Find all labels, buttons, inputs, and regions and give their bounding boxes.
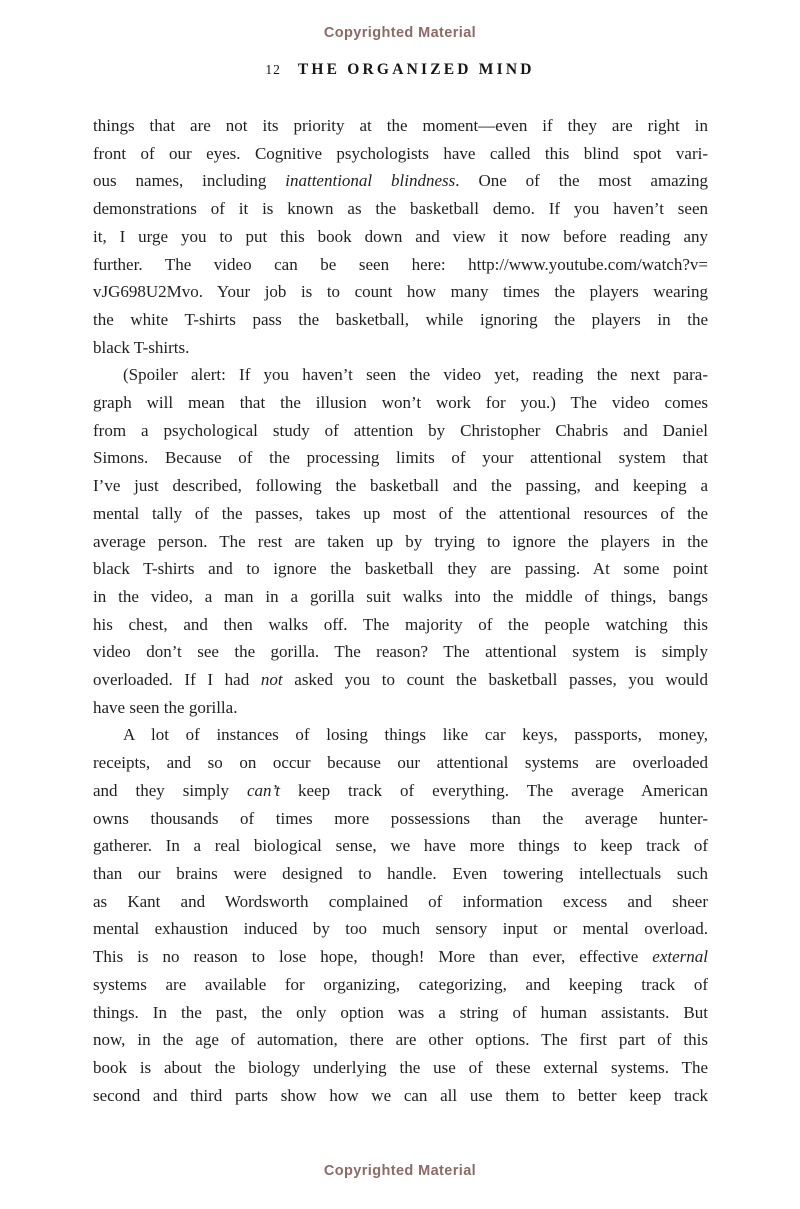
text-line: now, in the age of automation, there are other options. The first part of this [93,1030,708,1050]
text-line: receipts, and so on occur because our attentional systems are overloaded [93,753,708,773]
text-line: Simons. Because of the processing limits of your attentional system that [93,448,708,468]
text-line: further. The video can be seen here: http://www.youtube.com/watch?v= [93,254,708,274]
book-title: THE ORGANIZED MIND [297,61,535,78]
copyright-watermark-top: Copyrighted Material [323,25,477,41]
text-line: mental tally of the passes, takes up most of the attentional resources of the [93,503,708,523]
text-line: and they simply can’t keep track of everything. The average American [93,780,708,800]
text-line: mental exhaustion induced by too much sensory input or mental overload. [93,919,708,939]
text-line: vJG698U2Mvo. Your job is to count how many times the players wearing [93,282,708,302]
text-line: the white T-shirts pass the basketball, while ignoring the players in the [93,309,708,329]
text-line: book is about the biology underlying the use of these external systems. The [93,1057,708,1077]
text-line: things that are not its priority at the moment—even if they are right in [93,116,708,135]
text-line: gatherer. In a real biological sense, we have more things to keep track of [93,836,708,856]
text-line: things. In the past, the only option was a string of human assistants. But [93,1002,708,1022]
text-line: A lot of instances of losing things like car keys, passports, money, [123,725,708,745]
page-text [93,112,708,1109]
text-line: overloaded. If I had not asked you to count the basketball passes, you would [93,670,708,690]
text-line: from a psychological study of attention by Christopher Chabris and Daniel [93,420,708,440]
text-line: as Kant and Wordsworth complained of information excess and sheer [93,891,708,911]
text-line: I’ve just described, following the basketball and the passing, and keeping a [93,476,708,496]
text-line: owns thousands of times more possessions than the average hunter- [93,808,708,828]
text-line: front of our eyes. Cognitive psychologists have called this blind spot vari- [93,143,708,163]
text-line: black T-shirts. [93,337,190,357]
copyright-watermark-bottom: Copyrighted Material [323,1163,477,1179]
text-line: average person. The rest are taken up by trying to ignore the players in the [93,531,708,551]
text-line: (Spoiler alert: If you haven’t seen the video yet, reading the next para- [123,365,708,385]
text-line: in the video, a man in a gorilla suit walks into the middle of things, bangs [93,586,708,606]
text-line: have seen the gorilla. [93,697,238,717]
text-line: demonstrations of it is known as the basketball demo. If you haven’t seen [93,199,708,219]
text-line: it, I urge you to put this book down and view it now before reading any [93,226,708,246]
text-line: video don’t see the gorilla. The reason? The attentional system is simply [93,642,708,662]
text-line: second and third parts show how we can all use them to better keep track [93,1085,708,1105]
text-line: graph will mean that the illusion won’t work for you.) The video comes [93,393,708,413]
text-line: than our brains were designed to handle. Even towering intellectuals such [93,863,708,883]
text-line: This is no reason to lose hope, though! More than ever, effective external [93,947,708,967]
page-number: 12 [265,62,281,77]
text-line: his chest, and then walks off. The majority of the people watching this [93,614,708,634]
page-header [0,61,800,79]
text-line: systems are available for organizing, categorizing, and keeping track of [93,974,708,994]
text-line: ous names, including inattentional blindness. One of the most amazing [93,171,708,191]
text-line: black T-shirts and to ignore the basketball they are passing. At some point [93,559,708,579]
